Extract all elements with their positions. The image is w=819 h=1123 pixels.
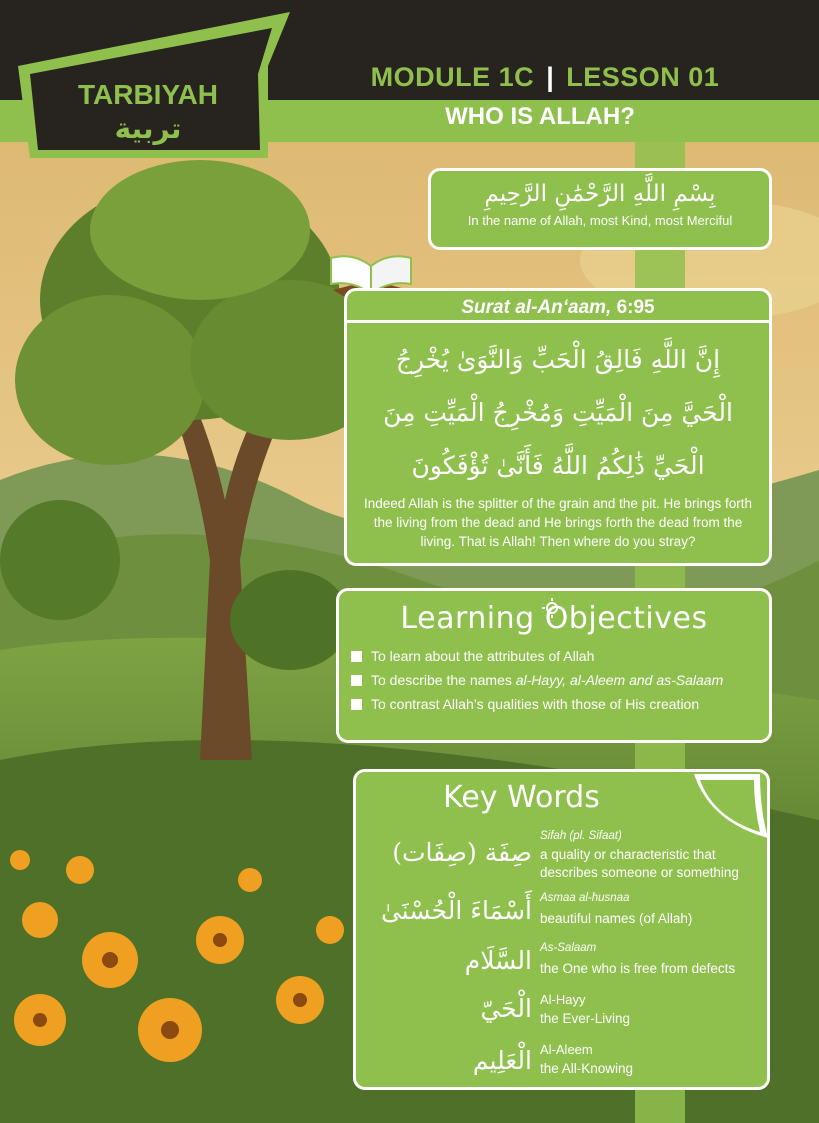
module-lesson-heading xyxy=(340,62,750,93)
objective-item: To learn about the attributes of Allah xyxy=(351,646,769,666)
module-label: MODULE 1C xyxy=(370,62,535,92)
keyword-definition: a quality or characteristic that describes someone or something xyxy=(540,847,739,880)
heading-separator: | xyxy=(546,62,555,92)
lightbulb-icon xyxy=(541,597,563,619)
keyword-translit: Al-Hayy xyxy=(540,992,586,1007)
verse-arabic-line: الْحَيَّ مِنَ الْمَيِّتِ وَمُخْرِجُ الْمَيِّتِ مِنَ xyxy=(383,398,733,427)
keywords-title: Key Words xyxy=(443,780,600,815)
checkbox-square-icon xyxy=(351,675,362,686)
objectives-list xyxy=(351,646,769,714)
keyword-translit: Al-Aleem xyxy=(540,1042,593,1057)
surah-name: Surat al-An‘aam, xyxy=(461,297,612,318)
checkbox-square-icon xyxy=(351,699,362,710)
keyword-arabic: الْحَيّ xyxy=(480,994,532,1023)
checkbox-square-icon xyxy=(351,651,362,662)
objective-item: To describe the names al-Hayy, al-Aleem and as-Salaam xyxy=(351,670,769,690)
verse-arabic-line: إِنَّ اللَّهِ فَالِقُ الْحَبِّ وَالنَّوَىٰ يُخْرِجُ xyxy=(395,345,721,374)
keyword-translit: Asmaa al-husnaa xyxy=(540,892,630,904)
page-title: WHO IS ALLAH? xyxy=(445,103,635,130)
keyword-arabic: صِفَة (صِفَات) xyxy=(392,838,532,867)
verse-english: Indeed Allah is the splitter of the grain and the pit. He brings forth the living from the dead and He brings forth the dead from the living. That is Allah! Then where do you stray? xyxy=(364,496,752,549)
verse-arabic xyxy=(347,323,769,492)
keyword-translit: As-Salaam xyxy=(540,942,597,954)
keyword-arabic: أَسْمَاءَ الْحُسْنَىٰ xyxy=(380,896,532,925)
logo-brand-ar: تربية xyxy=(114,112,182,145)
keyword-definition: the Ever-Living xyxy=(540,1011,631,1026)
keyword-definition: beautiful names (of Allah) xyxy=(540,911,693,926)
basmala-card xyxy=(428,168,772,250)
objectives-title: Learning Objectives xyxy=(400,601,708,636)
keyword-definition: the One who is free from defects xyxy=(540,961,736,976)
objective-item: To contrast Allah’s qualities with those of His creation xyxy=(351,694,769,714)
keyword-translit: Sifah (pl. Sifaat) xyxy=(540,830,622,842)
keyword-arabic: الْعَلِيم xyxy=(472,1046,532,1075)
keyword-arabic: السَّلَام xyxy=(464,946,532,975)
basmala-arabic: بِسْمِ اللَّهِ الرَّحْمَٰنِ الرَّحِيمِ xyxy=(484,181,716,207)
surah-verse-card xyxy=(344,320,772,566)
page-curl-corner xyxy=(690,770,772,842)
keyword-definition: the All-Knowing xyxy=(540,1061,634,1076)
tarbiyah-logo xyxy=(10,8,295,163)
surah-ref: 6:95 xyxy=(616,297,655,318)
basmala-english: In the name of Allah, most Kind, most Merciful xyxy=(467,213,733,228)
lesson-label: LESSON 01 xyxy=(566,62,720,92)
logo-brand-en: TARBIYAH xyxy=(77,79,219,110)
verse-arabic-line: الْحَيِّ ذَٰلِكُمُ اللَّهُ فَأَنَّىٰ تُؤْفَكُونَ xyxy=(411,451,705,480)
